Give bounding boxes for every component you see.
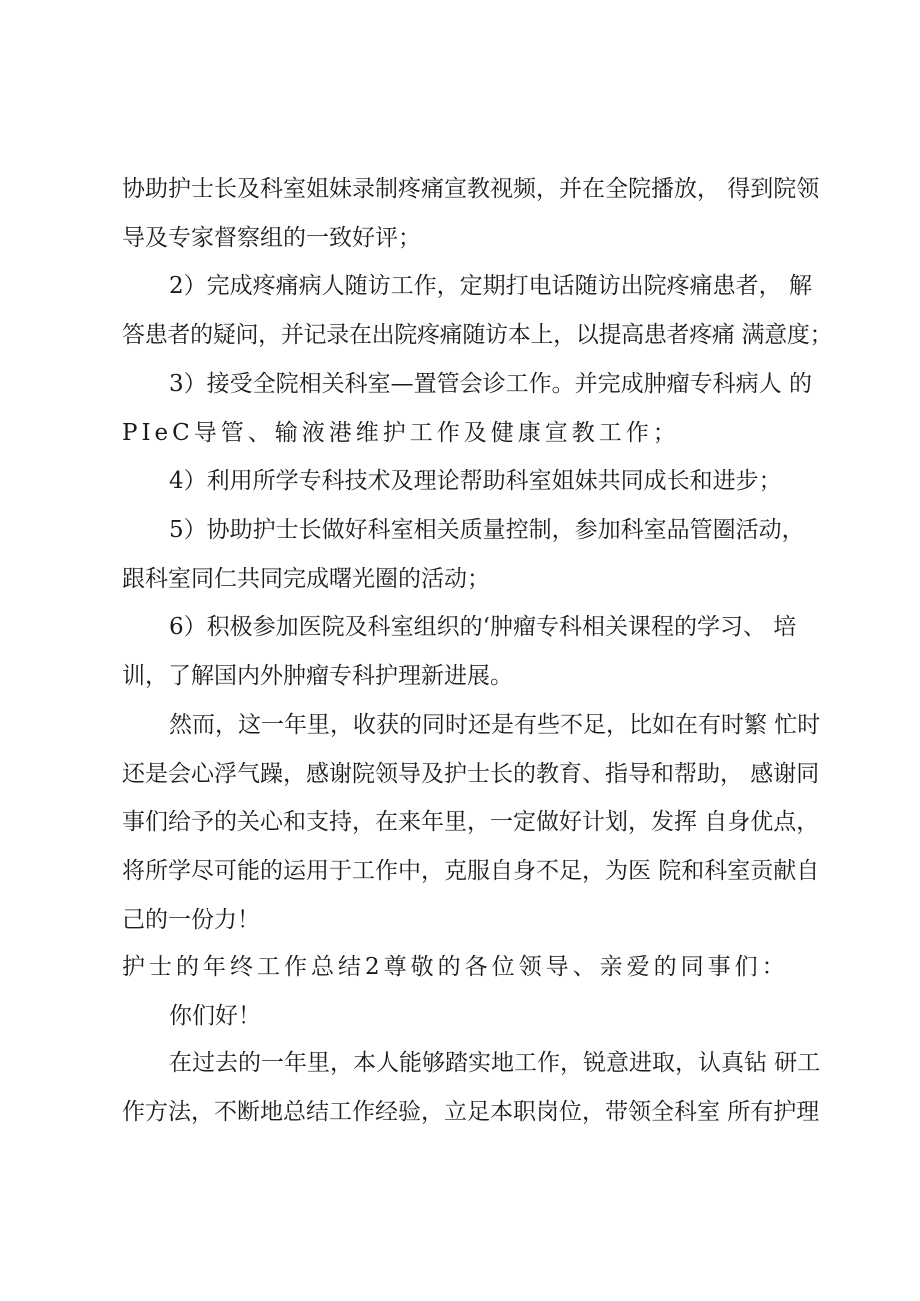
text-line: PIeC导管、输液港维护工作及健康宣教工作； bbox=[122, 420, 680, 446]
text-line: 然而，这一年里，收获的同时还是有些不足，比如在有时繁 忙时 bbox=[169, 712, 821, 738]
text-line: 还是会心浮气躁，感谢院领导及护士长的教育、指导和帮助， 感谢同 bbox=[122, 761, 820, 787]
text-line: 己的一份力！ bbox=[122, 907, 260, 933]
text-line: 在过去的一年里，本人能够踏实地工作，锐意进取，认真钻 研工 bbox=[169, 1050, 821, 1076]
text-line: 2）完成疼痛病人随访工作，定期打电话随访出院疼痛患者， 解 bbox=[169, 273, 812, 299]
text-line: 3）接受全院相关科室—置管会诊工作。并完成肿瘤专科病人 的 bbox=[169, 371, 812, 397]
text-line: 5）协助护士长做好科室相关质量控制，参加科室品管圈活动， bbox=[169, 517, 805, 543]
text-line: 导及专家督察组的一致好评； bbox=[122, 225, 421, 251]
greeting: 你们好！ bbox=[169, 1003, 261, 1029]
text-line: 协助护士长及科室姐妹录制疼痛宣教视频，并在全院播放， 得到院领 bbox=[122, 176, 820, 202]
text-line: 4）利用所学专科技术及理论帮助科室姐妹共同成长和进步； bbox=[169, 468, 782, 494]
text-line: 事们给予的关心和支持，在来年里，一定做好计划，发挥 自身优点， bbox=[122, 809, 820, 835]
section-heading: 护士的年终工作总结2尊敬的各位领导、亲爱的同事们： bbox=[122, 954, 789, 980]
text-line: 6）积极参加医院及科室组织的‘肿瘤专科相关课程的学习、 培 bbox=[169, 614, 797, 640]
text-line: 答患者的疑问，并记录在出院疼痛随访本上，以提高患者疼痛 满意度； bbox=[122, 322, 833, 348]
text-line: 训，了解国内外肿瘤专科护理新进展。 bbox=[122, 663, 513, 689]
text-line: 将所学尽可能的运用于工作中，克服自身不足，为医 院和科室贡献自 bbox=[122, 858, 820, 884]
text-line: 作方法，不断地总结工作经验，立足本职岗位，带领全科室 所有护理 bbox=[122, 1099, 820, 1125]
text-line: 跟科室同仁共同完成曙光圈的活动； bbox=[122, 566, 490, 592]
